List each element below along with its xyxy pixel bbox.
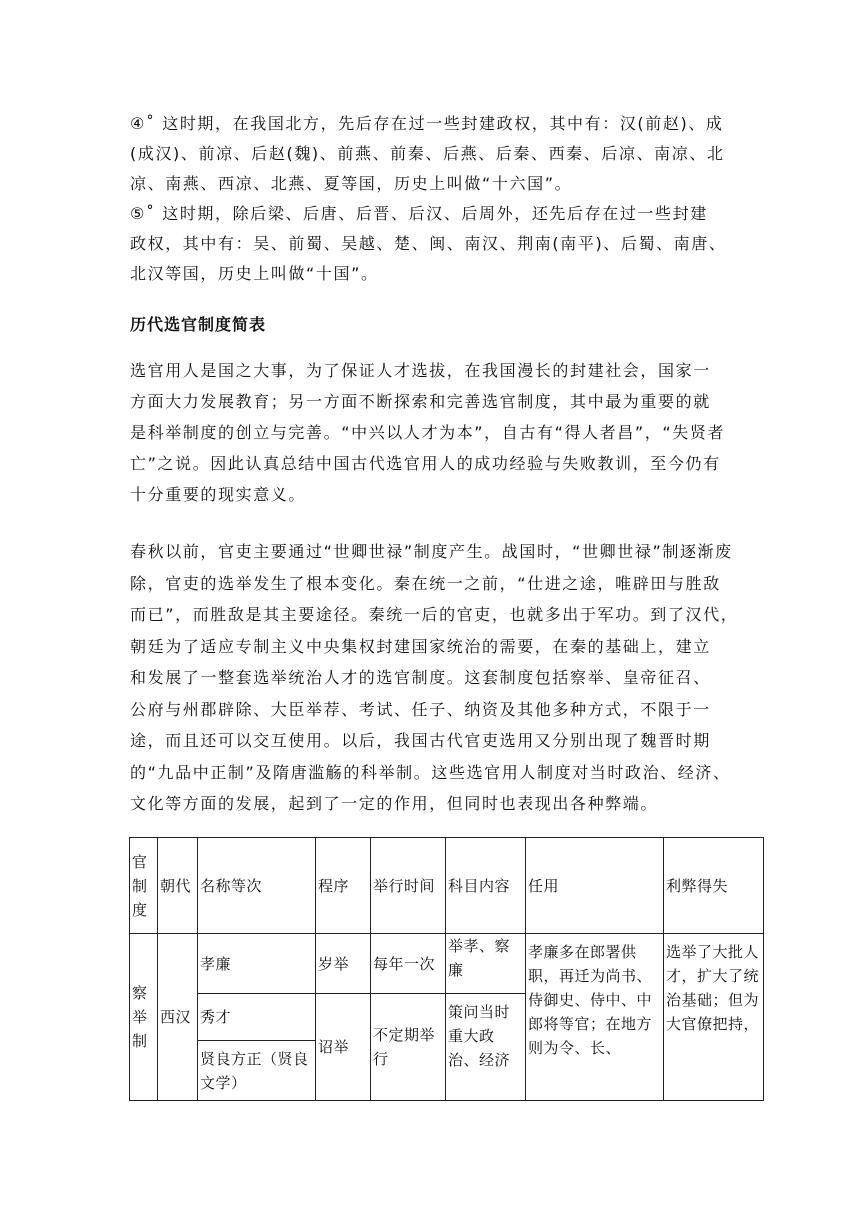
intro-line: 十分重要的现实意义。 (130, 485, 307, 504)
intro-line: 亡”之说。因此认真总结中国古代选官用人的成功经验与失败教训，至今仍有 (130, 454, 721, 473)
intro-line: 是科举制度的创立与完善。“中兴以人才为本”，自古有“得人者昌”，“失贤者 (130, 423, 726, 442)
cell-time: 每年一次 (371, 934, 446, 994)
body-line: 朝廷为了适应专制主义中央集权封建国家统治的需要，在秦的基础上，建立 (130, 636, 711, 656)
body-line: 文化等方面的发展，起到了一定的作用，但同时也表现出各种弊端。 (130, 794, 659, 813)
header-subjects: 科目内容 (446, 838, 526, 934)
table-row (130, 934, 764, 994)
cell-subjects: 举孝、察廉 (446, 934, 526, 994)
intro-line: 选官用人是国之大事，为了保证人才选拔，在我国漫长的封建社会，国家一 (130, 361, 711, 380)
body-line: 春秋以前，官吏主要通过“世卿世禄”制度产生。战国时，“世卿世禄”制逐渐废 (130, 542, 733, 561)
footnote-5 (130, 199, 730, 289)
cell-name: 孝廉 (198, 934, 316, 994)
footnote-4-line: (成汉)、前凉、后赵(魏)、前燕、前秦、后燕、后秦、西秦、后凉、南凉、北 (130, 144, 725, 163)
body-line: 和发展了一整套选举统治人才的选官制度。这套制度包括察举、皇帝征召、 (130, 668, 711, 687)
header-pros-cons: 利弊得失 (664, 838, 764, 934)
table-header-row (130, 838, 764, 934)
header-procedure: 程序 (316, 838, 371, 934)
header-dynasty: 朝代 (158, 838, 198, 934)
cell-system: 察举制 (130, 934, 158, 1101)
footnote-5-line: 政权，其中有：吴、前蜀、吴越、楚、闽、南汉、荆南(南平)、后蜀、南唐、 (130, 234, 727, 253)
intro-paragraph (130, 355, 730, 510)
cell-appointment: 孝廉多在郎署供职，再迁为尚书、侍御史、侍中、中郎将等官；在地方则为令、长、 (526, 934, 664, 1101)
footnote-4 (130, 109, 730, 199)
body-line: 而已”，而胜敌是其主要途径。秦统一后的官吏，也就多出于军功。到了汉代， (130, 605, 739, 624)
selection-system-table (129, 837, 764, 1101)
footnote-5-line: ⑤˚ 这时期，除后梁、后唐、后晋、后汉、后周外，还先后存在过一些封建 (130, 204, 708, 223)
body-line: 公府与州郡辟除、大臣举荐、考试、任子、纳资及其他多种方式，不限于一 (130, 699, 711, 719)
intro-line: 方面大力发展教育；另一方面不断探索和完善选官制度，其中最为重要的就 (130, 392, 711, 411)
cell-name: 秀才 (198, 994, 316, 1041)
cell-dynasty: 西汉 (158, 934, 198, 1101)
cell-time-irregular: 不定期举行 (371, 994, 446, 1101)
body-paragraph (130, 536, 739, 820)
cell-name: 贤良方正（贤良文学） (198, 1041, 316, 1101)
footnote-4-line: ④˚ 这时期，在我国北方，先后存在过一些封建政权，其中有：汉(前赵)、成 (130, 114, 724, 133)
cell-procedure: 岁举 (316, 934, 371, 994)
header-time: 举行时间 (371, 838, 446, 934)
cell-pros-cons: 选举了大批人才，扩大了统治基础；但为大官僚把持， (664, 934, 764, 1101)
body-line: 的“九品中正制”及隋唐滥觞的科举制。这些选官用人制度对当时政治、经济、 (130, 762, 731, 782)
footnote-4-line: 凉、南燕、西凉、北燕、夏等国，历史上叫做“十六国”。 (130, 174, 573, 193)
cell-subjects-edict: 策问当时重大政治、经济 (446, 994, 526, 1101)
header-name: 名称等次 (198, 838, 316, 934)
body-line: 途，而且还可以交互使用。以后，我国古代官吏选用又分别出现了魏晋时期 (130, 731, 711, 750)
body-line: 除，官吏的选举发生了根本变化。秦在统一之前，“仕进之途，唯辟田与胜敌 (130, 573, 721, 593)
header-appointment: 任用 (526, 838, 664, 934)
header-system: 官制度 (130, 838, 158, 934)
cell-procedure-edict: 诏举 (316, 994, 371, 1101)
section-title: 历代选官制度简表 (130, 315, 267, 334)
footnote-5-line: 北汉等国，历史上叫做“十国”。 (130, 264, 379, 283)
